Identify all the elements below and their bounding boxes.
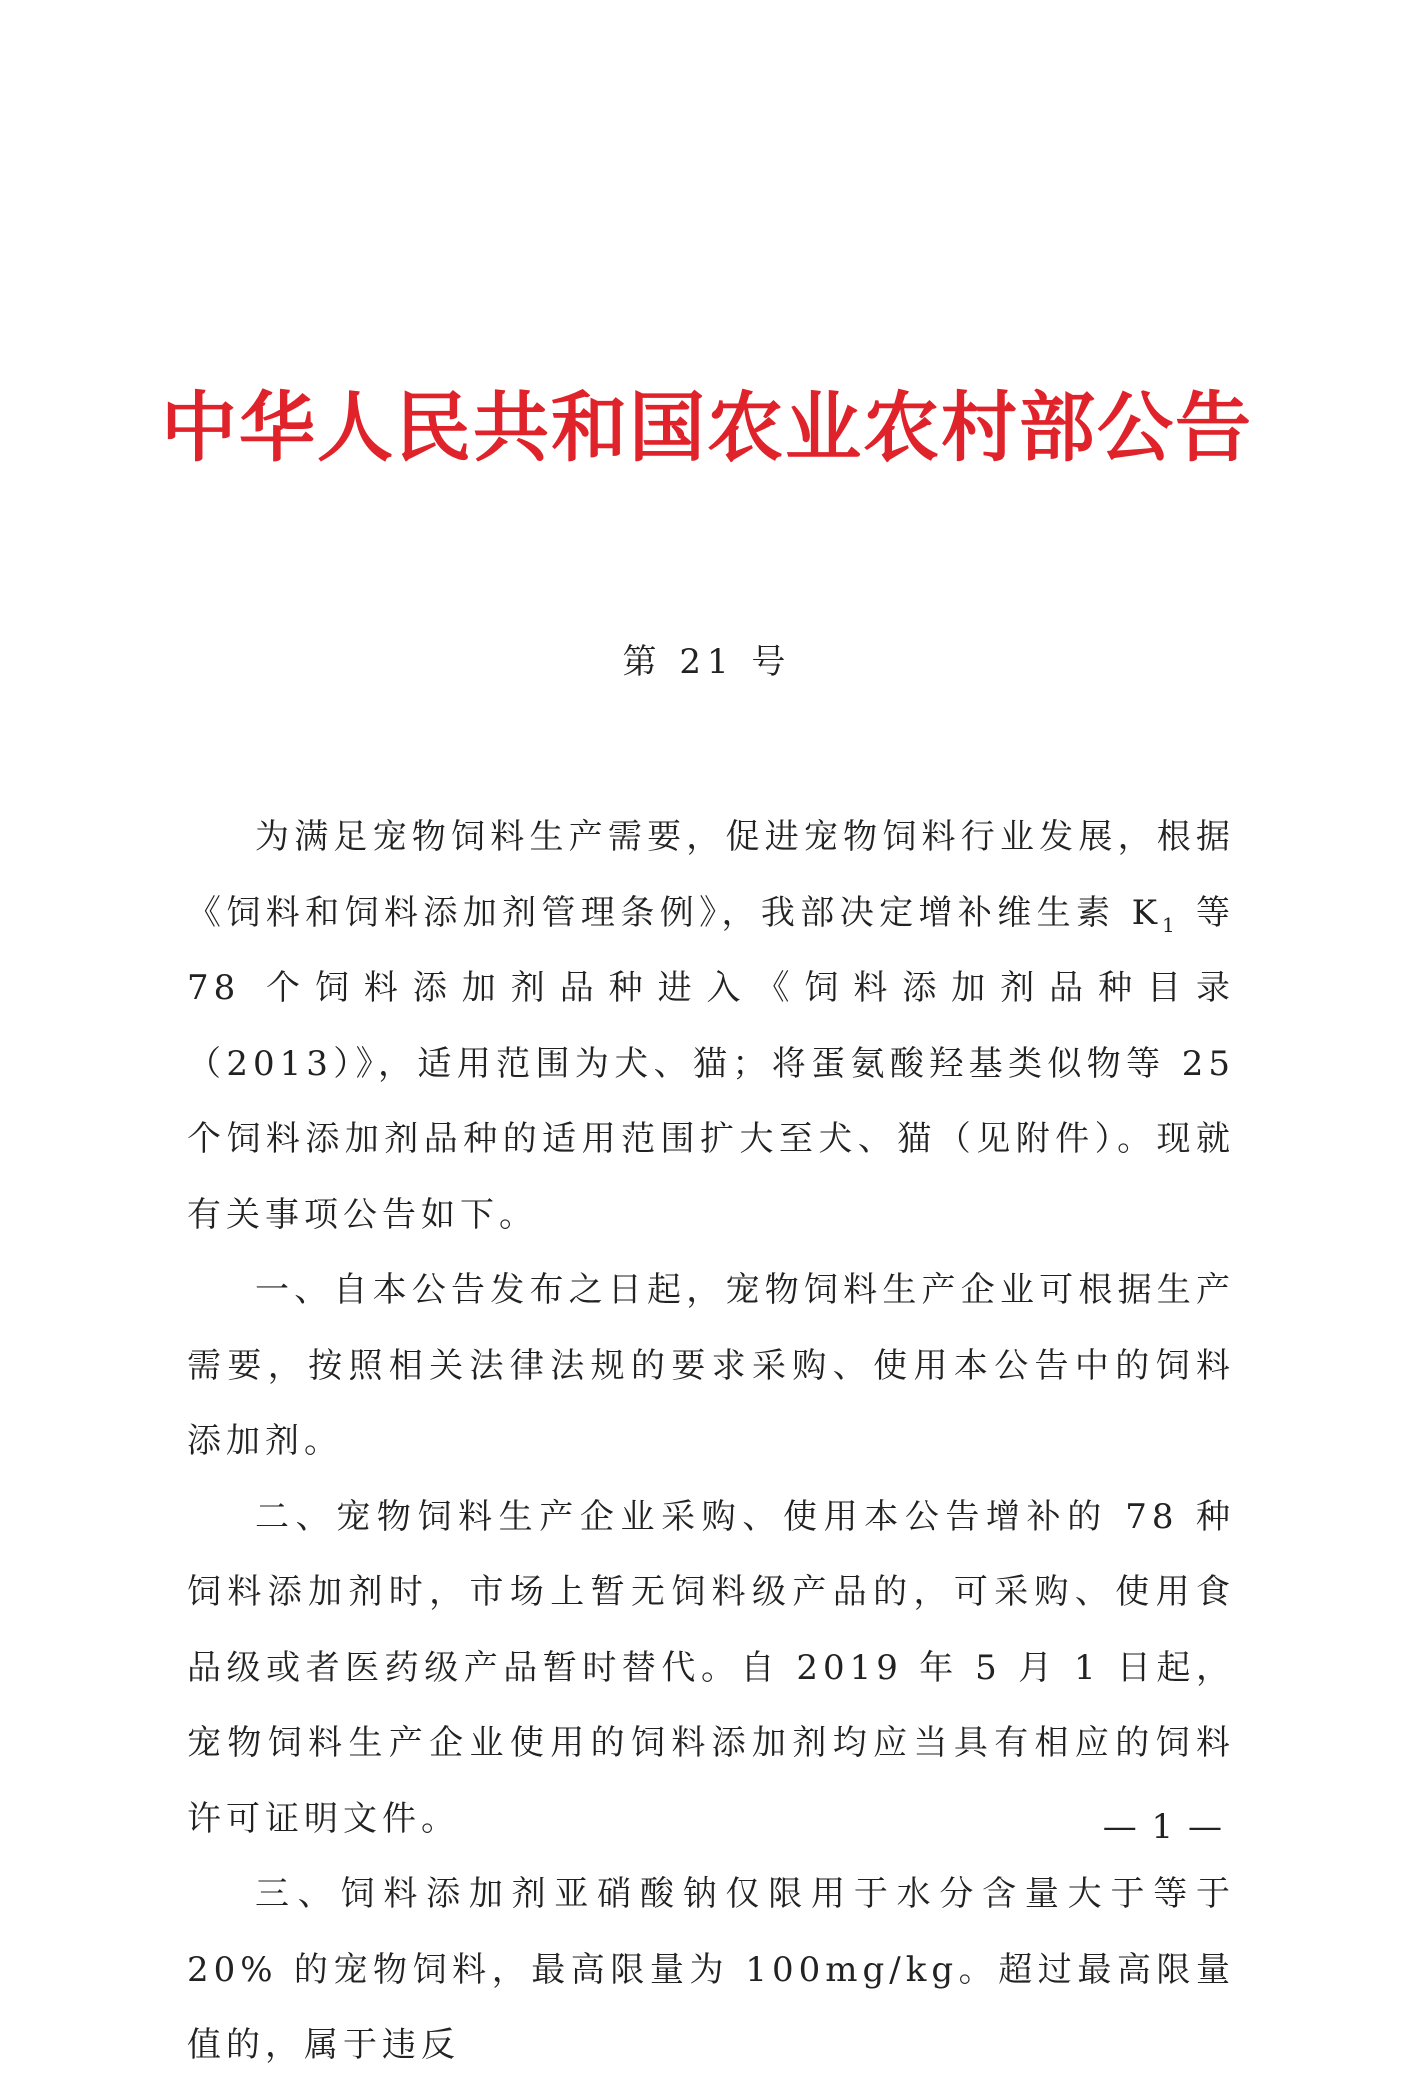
document-body: [187, 800, 1235, 2084]
vitamin-subscript: 1: [1162, 912, 1180, 937]
paragraph-item-two: 二、宠物饲料生产企业采购、使用本公告增补的 78 种饲料添加剂时，市场上暂无饲料级产品的，可采购、使用食品级或者医药级产品暂时替代。自 2019 年 5 月 1 日起，宠物饲料生产企业使用的饲料添加剂均应当具有相应的饲料许可证明文件。: [187, 1496, 1235, 1839]
paragraph-intro: [187, 800, 1235, 1253]
page-number: — 1 —: [1102, 1807, 1224, 1847]
paragraph-intro-text: 为满足宠物饲料生产需要，促进宠物饲料行业发展，根据《饲料和饲料添加剂管理条例》，我部决定增补维生素 K: [187, 817, 1235, 933]
paragraph-item-one: 一、自本公告发布之日起，宠物饲料生产企业可根据生产需要，按照相关法律法规的要求采购、使用本公告中的饲料添加剂。: [187, 1270, 1235, 1461]
document-title: 中华人民共和国农业农村部公告: [161, 383, 1253, 472]
announcement-number: 第 21 号: [622, 642, 792, 682]
paragraph-item-three: 三、饲料添加剂亚硝酸钠仅限用于水分含量大于等于 20% 的宠物饲料，最高限量为 100mg/kg。超过最高限量值的，属于违反: [187, 1874, 1235, 2065]
paragraph-intro-text-continued: 等 78 个饲料添加剂品种进入《饲料添加剂品种目录（2013）》，适用范围为犬、猫；将蛋氨酸羟基类似物等 25 个饲料添加剂品种的适用范围扩大至犬、猫（见附件）。现就有关事项公告如下。: [187, 892, 1235, 1235]
